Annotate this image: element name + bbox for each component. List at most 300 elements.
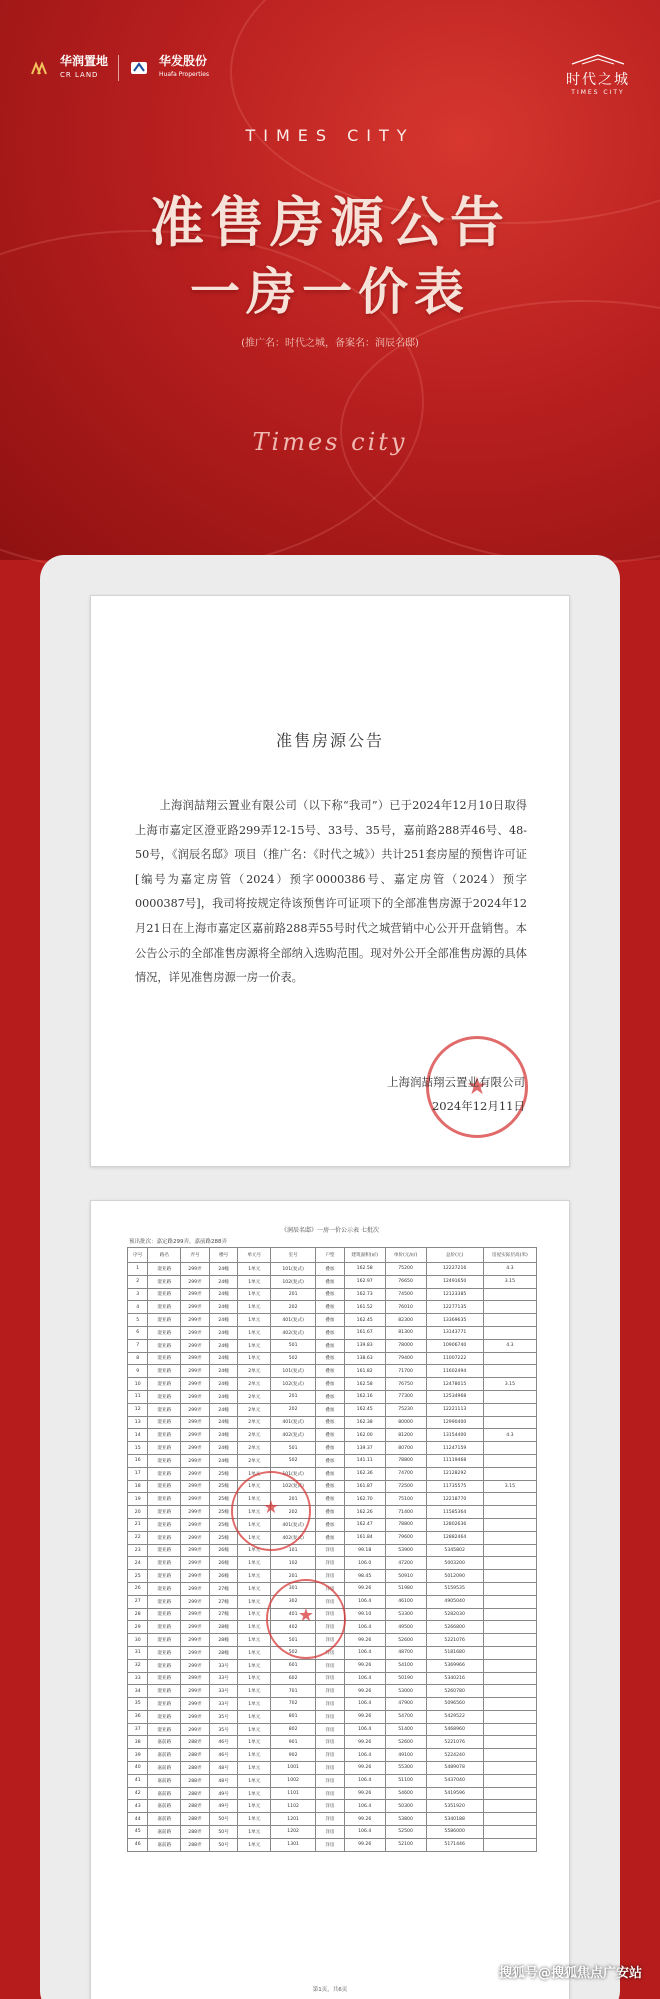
table-cell: 501	[271, 1442, 316, 1455]
table-cell: 53800	[385, 1813, 426, 1826]
table-cell: 161.84	[344, 1531, 385, 1544]
table-cell: 46号	[209, 1749, 238, 1762]
table-cell: 24幢	[209, 1454, 238, 1467]
table-cell: 101(复式)	[271, 1467, 316, 1480]
table-cell: 洋房	[316, 1672, 345, 1685]
table-cell: 72500	[385, 1480, 426, 1493]
table-cell: 5437040	[426, 1774, 483, 1787]
table-cell: 299弄	[181, 1685, 210, 1698]
table-cell: 7	[128, 1339, 148, 1352]
table-cell: 澄亚路	[148, 1557, 181, 1570]
table-cell: 106.4	[344, 1698, 385, 1711]
table-cell: 嘉前路	[148, 1800, 181, 1813]
table-cell: 21	[128, 1518, 148, 1531]
table-cell	[483, 1467, 536, 1480]
table-cell: 洋房	[316, 1608, 345, 1621]
table-cell: 12534968	[426, 1390, 483, 1403]
table-cell: 48号	[209, 1762, 238, 1775]
crland-logo-icon	[30, 60, 50, 76]
table-row	[128, 1390, 537, 1403]
table-cell: 5419596	[426, 1787, 483, 1800]
table-cell: 1单元	[238, 1339, 271, 1352]
price-table-wrap	[127, 1247, 537, 1852]
table-cell: 洋房	[316, 1710, 345, 1723]
table-cell: 201	[271, 1493, 316, 1506]
table-cell: 5181680	[426, 1646, 483, 1659]
table-row	[128, 1263, 537, 1276]
table-cell: 15	[128, 1442, 148, 1455]
table-cell: 76010	[385, 1301, 426, 1314]
table-cell: 24幢	[209, 1416, 238, 1429]
table-cell: 299弄	[181, 1698, 210, 1711]
table-cell: 75230	[385, 1403, 426, 1416]
table-cell: 25幢	[209, 1531, 238, 1544]
table-cell: 4905040	[426, 1595, 483, 1608]
table-cell: 洋房	[316, 1595, 345, 1608]
table-cell: 澄亚路	[148, 1403, 181, 1416]
table-cell: 74700	[385, 1467, 426, 1480]
table-cell: 叠加	[316, 1429, 345, 1442]
table-cell: 24幢	[209, 1263, 238, 1276]
table-cell: 澄亚路	[148, 1582, 181, 1595]
table-cell: 22	[128, 1531, 148, 1544]
table-cell: 30	[128, 1634, 148, 1647]
table-row	[128, 1416, 537, 1429]
table-cell: 24幢	[209, 1275, 238, 1288]
table-cell: 106.4	[344, 1749, 385, 1762]
table-cell: 288弄	[181, 1774, 210, 1787]
table-row	[128, 1749, 537, 1762]
table-cell: 162.45	[344, 1314, 385, 1327]
table-cell: 80000	[385, 1416, 426, 1429]
table-cell: 嘉前路	[148, 1774, 181, 1787]
hero-title-line2: 一房一价表	[190, 262, 470, 321]
table-cell	[483, 1557, 536, 1570]
table-cell	[483, 1454, 536, 1467]
table-cell: 50号	[209, 1813, 238, 1826]
table-row	[128, 1774, 537, 1787]
table-cell: 50300	[385, 1800, 426, 1813]
price-table-document	[90, 1200, 570, 1999]
table-cell: 79600	[385, 1531, 426, 1544]
table-cell: 11	[128, 1390, 148, 1403]
table-cell: 洋房	[316, 1557, 345, 1570]
table-cell: 802	[271, 1723, 316, 1736]
table-cell	[483, 1531, 536, 1544]
table-cell: 75100	[385, 1493, 426, 1506]
table-cell: 澄亚路	[148, 1698, 181, 1711]
table-cell: 1单元	[238, 1685, 271, 1698]
table-cell: 50190	[385, 1672, 426, 1685]
table-cell: 1102	[271, 1800, 316, 1813]
table-row	[128, 1288, 537, 1301]
table-cell: 澄亚路	[148, 1646, 181, 1659]
huafa-logo-icon	[129, 60, 149, 76]
table-cell	[483, 1621, 536, 1634]
table-cell	[483, 1390, 536, 1403]
table-cell: 澄亚路	[148, 1531, 181, 1544]
table-cell	[483, 1352, 536, 1365]
table-cell: 28幢	[209, 1634, 238, 1647]
table-cell: 202	[271, 1301, 316, 1314]
table-cell: 25	[128, 1570, 148, 1583]
table-cell: 162.70	[344, 1493, 385, 1506]
table-cell: 162.00	[344, 1429, 385, 1442]
table-cell: 28幢	[209, 1621, 238, 1634]
table-cell: 27幢	[209, 1608, 238, 1621]
table-cell: 78800	[385, 1454, 426, 1467]
table-cell: 99.26	[344, 1582, 385, 1595]
table-cell: 299弄	[181, 1518, 210, 1531]
table-cell: 5221076	[426, 1634, 483, 1647]
table-cell: 46100	[385, 1595, 426, 1608]
table-cell: 嘉前路	[148, 1736, 181, 1749]
table-cell: 1单元	[238, 1826, 271, 1839]
table-cell: 16	[128, 1454, 148, 1467]
table-cell: 99.10	[344, 1608, 385, 1621]
table-cell: 139.83	[344, 1339, 385, 1352]
table-cell: 50号	[209, 1826, 238, 1839]
table-cell: 99.26	[344, 1813, 385, 1826]
table-cell: 25幢	[209, 1467, 238, 1480]
table-cell: 叠加	[316, 1403, 345, 1416]
table-cell: 13	[128, 1416, 148, 1429]
table-cell: 澄亚路	[148, 1634, 181, 1647]
table-cell: 5340188	[426, 1813, 483, 1826]
table-row	[128, 1710, 537, 1723]
table-cell: 澄亚路	[148, 1685, 181, 1698]
table-cell: 12218770	[426, 1493, 483, 1506]
table-cell: 9	[128, 1365, 148, 1378]
table-header-cell: 弄号	[181, 1248, 210, 1263]
table-row	[128, 1506, 537, 1519]
table-cell: 78000	[385, 1339, 426, 1352]
table-cell: 27幢	[209, 1595, 238, 1608]
table-cell: 32	[128, 1659, 148, 1672]
table-cell: 299弄	[181, 1263, 210, 1276]
table-cell: 1单元	[238, 1608, 271, 1621]
signature-date: 2024年12月11日	[431, 1099, 525, 1113]
table-cell: 33号	[209, 1685, 238, 1698]
table-header-cell: 房屋实际层高(米)	[483, 1248, 536, 1263]
table-cell: 澄亚路	[148, 1378, 181, 1391]
project-logo-en: TIMES CITY	[571, 89, 625, 96]
table-cell	[483, 1301, 536, 1314]
table-cell: 82300	[385, 1314, 426, 1327]
table-cell: 299弄	[181, 1659, 210, 1672]
hero-en-title: TIMES CITY	[245, 126, 415, 145]
table-header-cell: 单元号	[238, 1248, 271, 1263]
content-card	[40, 555, 620, 1999]
table-cell: 洋房	[316, 1736, 345, 1749]
table-cell: 1单元	[238, 1838, 271, 1851]
table-cell: 叠加	[316, 1467, 345, 1480]
table-cell: 102(复式)	[271, 1275, 316, 1288]
table-cell: 138.63	[344, 1352, 385, 1365]
table-cell: 5489078	[426, 1762, 483, 1775]
crland-logo: 华润置地 CR LAND	[60, 54, 109, 79]
table-cell: 162.16	[344, 1390, 385, 1403]
table-cell: 299弄	[181, 1288, 210, 1301]
table-header-cell: 单价(元/㎡)	[385, 1248, 426, 1263]
table-cell: 洋房	[316, 1646, 345, 1659]
table-cell: 299弄	[181, 1531, 210, 1544]
table-cell: 11247159	[426, 1442, 483, 1455]
table-cell: 33号	[209, 1659, 238, 1672]
table-cell: 嘉前路	[148, 1826, 181, 1839]
project-logo	[566, 50, 630, 96]
table-cell: 洋房	[316, 1813, 345, 1826]
table-cell: 11585364	[426, 1506, 483, 1519]
table-cell: 77300	[385, 1390, 426, 1403]
table-row	[128, 1326, 537, 1339]
table-cell	[483, 1774, 536, 1787]
table-row	[128, 1480, 537, 1493]
table-cell: 5340216	[426, 1672, 483, 1685]
table-cell: 299弄	[181, 1723, 210, 1736]
table-row	[128, 1544, 537, 1557]
table-cell: 51400	[385, 1723, 426, 1736]
table-cell: 12990400	[426, 1416, 483, 1429]
table-cell: 288弄	[181, 1826, 210, 1839]
table-cell: 299弄	[181, 1365, 210, 1378]
table-cell: 4.3	[483, 1429, 536, 1442]
table-cell: 99.26	[344, 1659, 385, 1672]
table-cell: 26幢	[209, 1557, 238, 1570]
table-cell: 106.4	[344, 1774, 385, 1787]
table-cell: 49100	[385, 1749, 426, 1762]
table-cell: 叠加	[316, 1339, 345, 1352]
table-cell: 1201	[271, 1813, 316, 1826]
table-cell: 102	[271, 1557, 316, 1570]
table-cell: 299弄	[181, 1646, 210, 1659]
table-cell: 50号	[209, 1838, 238, 1851]
table-cell: 澄亚路	[148, 1570, 181, 1583]
table-cell: 161.67	[344, 1326, 385, 1339]
table-cell: 501	[271, 1339, 316, 1352]
table-cell: 5096560	[426, 1698, 483, 1711]
table-cell: 74500	[385, 1288, 426, 1301]
table-cell: 叠加	[316, 1314, 345, 1327]
table-cell: 20	[128, 1506, 148, 1519]
table-cell: 洋房	[316, 1544, 345, 1557]
table-cell: 澄亚路	[148, 1467, 181, 1480]
table-cell: 601	[271, 1659, 316, 1672]
table-cell: 6	[128, 1326, 148, 1339]
table-row	[128, 1378, 537, 1391]
table-cell: 洋房	[316, 1838, 345, 1851]
table-cell: 洋房	[316, 1749, 345, 1762]
table-cell: 27幢	[209, 1582, 238, 1595]
table-cell: 澄亚路	[148, 1339, 181, 1352]
table-cell: 24幢	[209, 1390, 238, 1403]
table-cell: 1单元	[238, 1774, 271, 1787]
table-cell: 1单元	[238, 1646, 271, 1659]
table-cell: 嘉前路	[148, 1762, 181, 1775]
table-cell: 洋房	[316, 1685, 345, 1698]
table-cell: 1单元	[238, 1621, 271, 1634]
table-cell: 澄亚路	[148, 1608, 181, 1621]
table-cell: 75200	[385, 1263, 426, 1276]
table-cell: 299弄	[181, 1480, 210, 1493]
table-cell: 76650	[385, 1275, 426, 1288]
table-cell: 3.15	[483, 1275, 536, 1288]
table-cell: 10	[128, 1378, 148, 1391]
table-cell: 24幢	[209, 1288, 238, 1301]
hero-banner	[0, 0, 660, 560]
table-title: 《润辰名邸》一房一价公示表 七批次	[281, 1227, 379, 1234]
table-cell: 53300	[385, 1608, 426, 1621]
table-cell: 46号	[209, 1736, 238, 1749]
table-cell: 12277135	[426, 1301, 483, 1314]
table-cell: 53900	[385, 1544, 426, 1557]
table-cell: 12491650	[426, 1275, 483, 1288]
table-cell	[483, 1506, 536, 1519]
roof-icon	[568, 53, 628, 65]
table-row	[128, 1339, 537, 1352]
table-cell: 洋房	[316, 1774, 345, 1787]
table-cell: 5345802	[426, 1544, 483, 1557]
table-cell: 18	[128, 1480, 148, 1493]
table-cell: 162.36	[344, 1467, 385, 1480]
table-cell: 299弄	[181, 1570, 210, 1583]
table-cell: 叠加	[316, 1390, 345, 1403]
table-cell: 299弄	[181, 1403, 210, 1416]
table-cell: 39	[128, 1749, 148, 1762]
table-cell: 4.3	[483, 1263, 536, 1276]
table-cell: 洋房	[316, 1800, 345, 1813]
table-cell: 23	[128, 1544, 148, 1557]
table-cell: 澄亚路	[148, 1493, 181, 1506]
table-cell: 299弄	[181, 1608, 210, 1621]
table-cell: 1单元	[238, 1787, 271, 1800]
table-cell: 299弄	[181, 1429, 210, 1442]
table-cell: 101	[271, 1544, 316, 1557]
table-cell: 54600	[385, 1787, 426, 1800]
table-cell: 1单元	[238, 1314, 271, 1327]
table-cell: 161.52	[344, 1301, 385, 1314]
hero-subtitle: (推广名：时代之城，备案名：润辰名邸)	[241, 338, 419, 349]
table-cell: 402(复式)	[271, 1531, 316, 1544]
table-cell: 5266800	[426, 1621, 483, 1634]
table-cell: 46	[128, 1838, 148, 1851]
table-cell	[483, 1787, 536, 1800]
table-cell: 1单元	[238, 1518, 271, 1531]
table-cell: 99.18	[344, 1544, 385, 1557]
table-cell: 12478015	[426, 1378, 483, 1391]
table-cell: 161.82	[344, 1365, 385, 1378]
table-cell	[483, 1646, 536, 1659]
table-cell: 54700	[385, 1710, 426, 1723]
table-cell: 25幢	[209, 1480, 238, 1493]
table-cell: 5429522	[426, 1710, 483, 1723]
table-cell: 叠加	[316, 1442, 345, 1455]
table-cell: 叠加	[316, 1326, 345, 1339]
table-cell: 106.4	[344, 1595, 385, 1608]
table-cell: 叠加	[316, 1301, 345, 1314]
table-cell: 1单元	[238, 1723, 271, 1736]
table-cell: 299弄	[181, 1710, 210, 1723]
table-cell: 33	[128, 1672, 148, 1685]
table-cell: 801	[271, 1710, 316, 1723]
table-cell: 1单元	[238, 1749, 271, 1762]
table-seal	[266, 1579, 346, 1659]
table-cell: 162.38	[344, 1416, 385, 1429]
table-header-row	[128, 1248, 537, 1263]
table-cell: 洋房	[316, 1634, 345, 1647]
table-row	[128, 1275, 537, 1288]
table-cell: 902	[271, 1749, 316, 1762]
table-cell: 11735575	[426, 1480, 483, 1493]
table-cell: 洋房	[316, 1698, 345, 1711]
table-cell: 162.47	[344, 1518, 385, 1531]
table-cell: 24幢	[209, 1301, 238, 1314]
table-cell: 澄亚路	[148, 1390, 181, 1403]
table-cell: 1单元	[238, 1544, 271, 1557]
table-cell: 51100	[385, 1774, 426, 1787]
table-cell: 5171446	[426, 1838, 483, 1851]
table-cell: 35号	[209, 1723, 238, 1736]
table-cell: 901	[271, 1736, 316, 1749]
table-cell: 55300	[385, 1762, 426, 1775]
table-cell: 澄亚路	[148, 1595, 181, 1608]
table-cell: 99.26	[344, 1634, 385, 1647]
table-cell	[483, 1493, 536, 1506]
table-cell: 5282030	[426, 1608, 483, 1621]
table-cell: 54100	[385, 1659, 426, 1672]
table-cell: 澄亚路	[148, 1480, 181, 1493]
table-cell: 299弄	[181, 1467, 210, 1480]
table-cell: 叠加	[316, 1493, 345, 1506]
table-cell: 澄亚路	[148, 1429, 181, 1442]
table-cell: 299弄	[181, 1493, 210, 1506]
table-cell: 5003200	[426, 1557, 483, 1570]
table-cell: 24	[128, 1557, 148, 1570]
table-cell: 24幢	[209, 1378, 238, 1391]
table-cell	[483, 1736, 536, 1749]
table-cell	[483, 1698, 536, 1711]
watermark: 搜狐号@搜狐焦点广安站	[498, 1966, 642, 1981]
table-header-cell: 户型	[316, 1248, 345, 1263]
table-cell: 24幢	[209, 1429, 238, 1442]
table-cell: 2	[128, 1275, 148, 1288]
table-cell: 40	[128, 1762, 148, 1775]
table-cell	[483, 1672, 536, 1685]
table-cell: 52100	[385, 1838, 426, 1851]
table-cell: 12882464	[426, 1531, 483, 1544]
table-cell: 27	[128, 1595, 148, 1608]
table-cell: 49号	[209, 1800, 238, 1813]
table-cell: 51980	[385, 1582, 426, 1595]
table-cell: 2单元	[238, 1390, 271, 1403]
table-cell: 42	[128, 1787, 148, 1800]
table-cell: 嘉前路	[148, 1749, 181, 1762]
table-cell: 1单元	[238, 1582, 271, 1595]
table-cell: 162.26	[344, 1506, 385, 1519]
table-cell: 3	[128, 1288, 148, 1301]
table-cell: 1单元	[238, 1659, 271, 1672]
table-cell: 叠加	[316, 1506, 345, 1519]
table-cell: 1202	[271, 1826, 316, 1839]
table-cell: 38	[128, 1736, 148, 1749]
table-row	[128, 1454, 537, 1467]
table-cell: 288弄	[181, 1813, 210, 1826]
table-cell: 161.87	[344, 1480, 385, 1493]
table-cell: 31	[128, 1646, 148, 1659]
table-cell: 1单元	[238, 1480, 271, 1493]
table-cell: 5369966	[426, 1659, 483, 1672]
table-cell: 13154400	[426, 1429, 483, 1442]
